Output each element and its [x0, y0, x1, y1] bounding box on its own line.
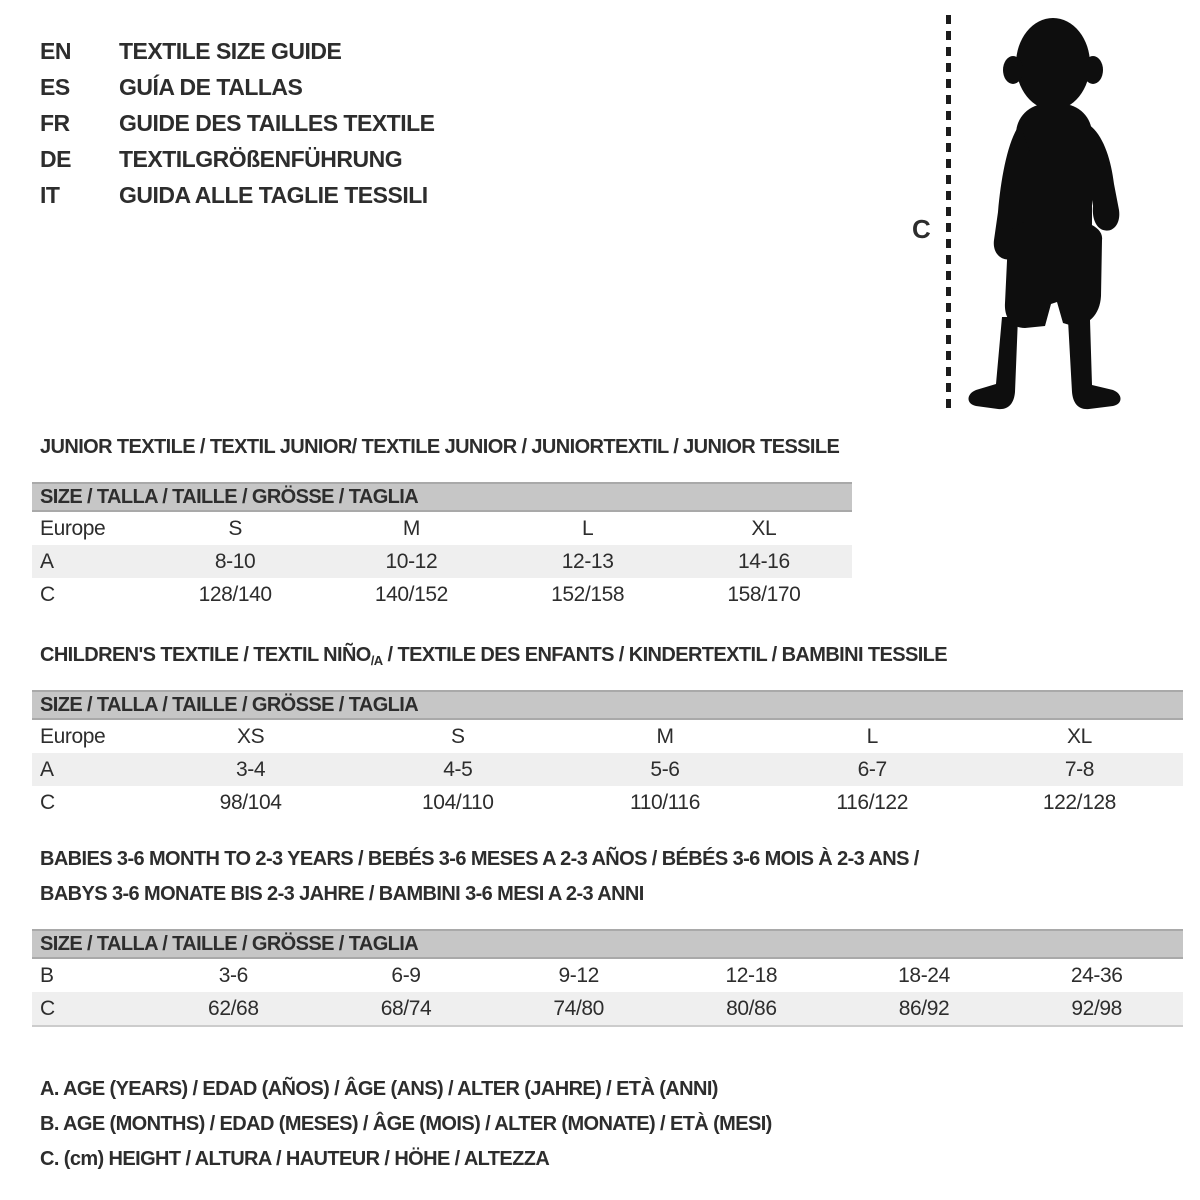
heading-text: CHILDREN'S TEXTILE / TEXTIL NIÑO — [40, 644, 371, 666]
heading-subscript: /A — [370, 653, 383, 668]
value-cell: 6-9 — [391, 963, 421, 987]
value-cell: 158/170 — [727, 582, 801, 606]
size-cell: XL — [1066, 724, 1092, 748]
table-row-europe — [32, 512, 852, 545]
value-cell: 74/80 — [553, 996, 604, 1020]
language-title: GUIDA ALLE TAGLIE TESSILI — [119, 181, 428, 208]
language-row-fr — [40, 105, 435, 141]
size-header-bar: SIZE / TALLA / TAILLE / GRÖSSE / TAGLIA — [32, 929, 1183, 959]
value-cell: 128/140 — [198, 582, 272, 606]
value-cell: 80/86 — [726, 996, 777, 1020]
size-cell: XL — [751, 516, 777, 540]
junior-section-heading: JUNIOR TEXTILE / TEXTIL JUNIOR/ TEXTILE JUNIOR / JUNIORTEXTIL / JUNIOR TESSILE — [40, 436, 840, 458]
height-measure-label: C — [912, 214, 931, 244]
size-cell: XS — [236, 724, 265, 748]
size-cell: S — [451, 724, 465, 748]
legend-line-a: A. AGE (YEARS) / EDAD (AÑOS) / ÂGE (ANS) / ALTER (JAHRE) / ETÀ (ANNI) — [40, 1078, 718, 1100]
language-code: ES — [40, 73, 70, 100]
row-label: Europe — [40, 724, 106, 748]
language-title: GUIDE DES TAILLES TEXTILE — [119, 109, 435, 136]
value-cell: 8-10 — [214, 549, 256, 573]
row-label: B — [40, 963, 54, 987]
table-row-height — [32, 578, 852, 611]
size-header-bar: SIZE / TALLA / TAILLE / GRÖSSE / TAGLIA — [32, 482, 852, 512]
table-row-months — [32, 959, 1183, 992]
babies-section-heading-line1: BABIES 3-6 MONTH TO 2-3 YEARS / BEBÉS 3-6 MESES A 2-3 AÑOS / BÉBÉS 3-6 MOIS À 2-3 ANS / — [40, 848, 919, 870]
value-cell: 98/104 — [219, 790, 282, 814]
value-cell: 9-12 — [558, 963, 599, 987]
heading-text: / TEXTILE DES ENFANTS / KINDERTEXTIL / BAMBINI TESSILE — [382, 644, 948, 666]
language-row-en — [40, 33, 435, 69]
language-row-es — [40, 69, 435, 105]
babies-size-table — [32, 929, 1183, 1027]
language-code: FR — [40, 109, 70, 136]
table-row-height — [32, 786, 1183, 819]
row-label: C — [40, 582, 55, 606]
language-title: GUÍA DE TALLAS — [119, 73, 303, 100]
language-code: EN — [40, 37, 71, 64]
size-cell: S — [228, 516, 242, 540]
value-cell: 152/158 — [551, 582, 625, 606]
value-cell: 68/74 — [380, 996, 432, 1020]
value-cell: 14-16 — [738, 549, 790, 573]
legend-line-c: C. (cm) HEIGHT / ALTURA / HAUTEUR / HÖHE / ALTEZZA — [40, 1148, 550, 1170]
size-header-bar: SIZE / TALLA / TAILLE / GRÖSSE / TAGLIA — [32, 690, 1183, 720]
value-cell: 12-13 — [561, 549, 614, 573]
size-cell: L — [866, 724, 878, 748]
row-label: C — [40, 790, 55, 814]
row-label: A — [40, 757, 54, 781]
legend — [40, 1072, 772, 1177]
value-cell: 3-6 — [218, 963, 248, 987]
babies-section-heading-line2: BABYS 3-6 MONATE BIS 2-3 JAHRE / BAMBINI 3-6 MESI A 2-3 ANNI — [40, 883, 644, 905]
table-row-height — [32, 992, 1183, 1025]
childrens-size-table — [32, 690, 1183, 819]
value-cell: 10-12 — [385, 549, 438, 573]
value-cell: 116/122 — [836, 790, 908, 814]
value-cell: 86/92 — [898, 996, 950, 1020]
value-cell: 6-7 — [857, 757, 887, 781]
value-cell: 3-4 — [236, 757, 266, 781]
value-cell: 140/152 — [374, 582, 448, 606]
row-label: C — [40, 996, 55, 1020]
language-title: TEXTILGRÖßENFÜHRUNG — [119, 145, 403, 172]
value-cell: 104/110 — [422, 790, 494, 814]
row-label: Europe — [40, 516, 106, 540]
value-cell: 5-6 — [650, 757, 680, 781]
legend-line-b: B. AGE (MONTHS) / EDAD (MESES) / ÂGE (MOIS) / ALTER (MONATE) / ETÀ (MESI) — [40, 1113, 772, 1135]
value-cell: 62/68 — [208, 996, 259, 1020]
childrens-section-heading — [40, 644, 947, 667]
language-title: TEXTILE SIZE GUIDE — [119, 37, 342, 64]
value-cell: 122/128 — [1042, 790, 1116, 814]
toddler-silhouette-icon — [958, 12, 1142, 420]
language-row-de — [40, 141, 435, 177]
value-cell: 12-18 — [725, 963, 778, 987]
junior-size-table — [32, 482, 852, 611]
value-cell: 18-24 — [898, 963, 950, 987]
value-cell: 4-5 — [443, 757, 473, 781]
value-cell: 92/98 — [1071, 996, 1122, 1020]
size-cell: M — [402, 516, 420, 540]
height-measure-dashed-line — [946, 15, 951, 415]
table-row-europe — [32, 720, 1183, 753]
size-cell: L — [581, 516, 594, 540]
value-cell: 24-36 — [1070, 963, 1123, 987]
row-label: A — [40, 549, 54, 573]
value-cell: 110/116 — [630, 790, 700, 814]
language-code: DE — [40, 145, 71, 172]
language-code: IT — [40, 181, 60, 208]
value-cell: 7-8 — [1064, 757, 1094, 781]
language-row-it — [40, 177, 435, 213]
table-row-age — [32, 545, 852, 578]
language-title-list — [40, 33, 435, 213]
table-row-age — [32, 753, 1183, 786]
size-cell: M — [656, 724, 674, 748]
